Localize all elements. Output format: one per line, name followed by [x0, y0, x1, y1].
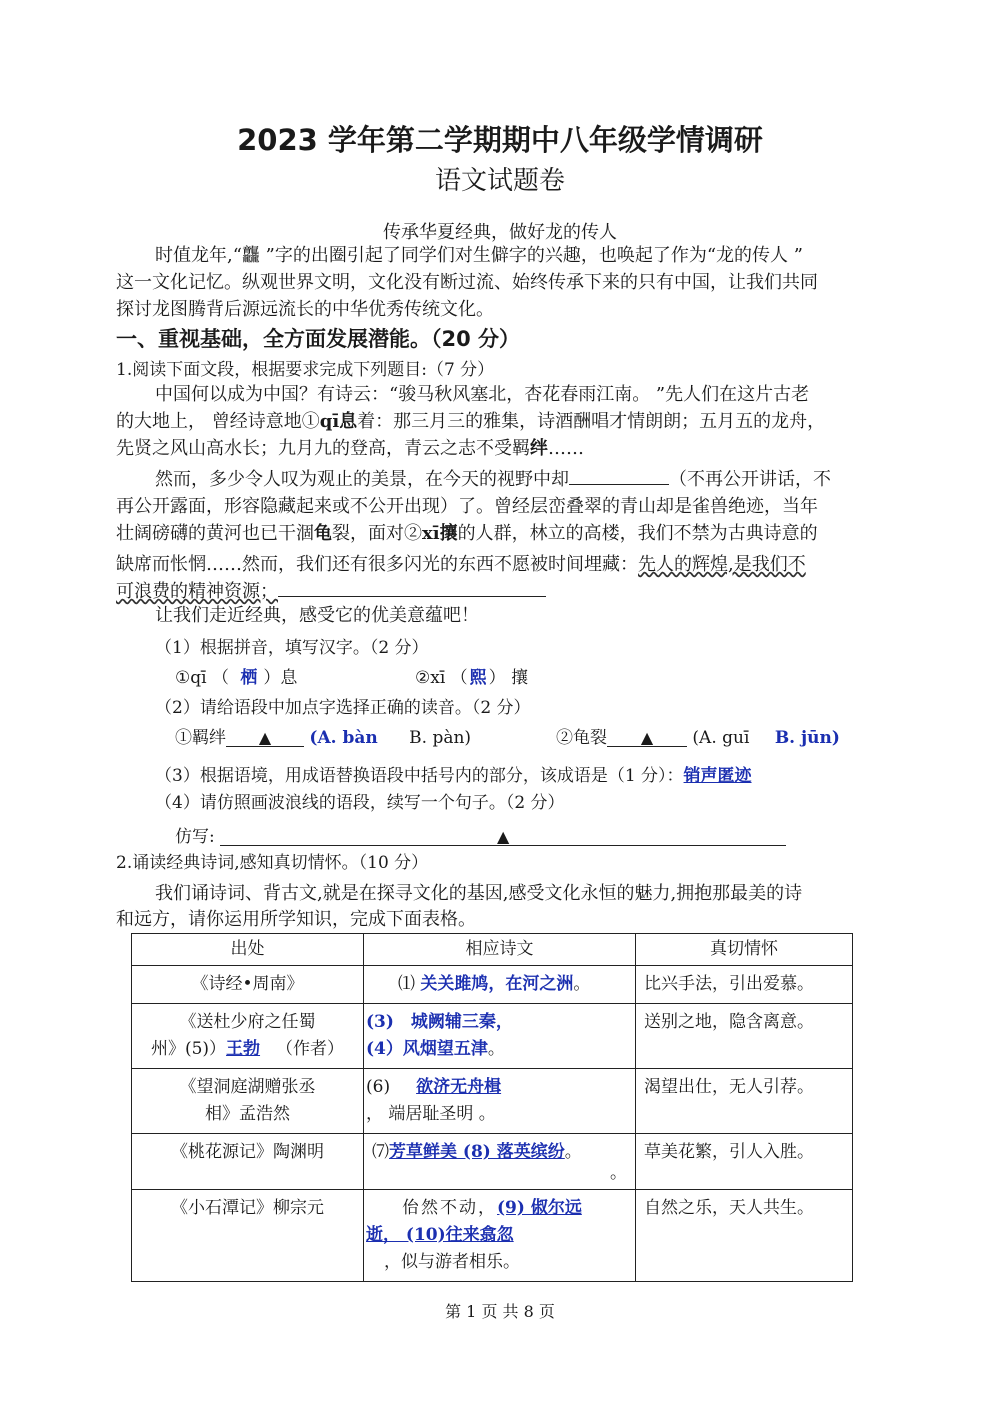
source-cell — [132, 1069, 364, 1134]
verse-cell — [364, 1004, 636, 1069]
q1-sub4-stem: （4）请仿照画波浪线的语段，续写一个句子。（2 分） — [155, 793, 565, 813]
intro-line-1: 时值龙年,“龘 ”字的出圈引起了同学们对生僻字的兴趣，也唤起了作为“龙的传人 ” — [155, 245, 803, 266]
header-feeling: 真切情怀 — [636, 934, 853, 966]
answer-line: ，似与游者相乐。 — [384, 1252, 520, 1272]
q1-p3: 让我们走近经典，感受它的优美意蕴吧！ — [155, 605, 479, 626]
q1-p2-line1 — [155, 466, 831, 493]
table-header-row — [132, 934, 853, 966]
answer-author: 王勃 — [226, 1039, 261, 1059]
q1-sub3 — [155, 761, 766, 786]
verse-cell — [364, 1190, 636, 1282]
answer-xi: 熙 — [469, 668, 487, 688]
answer-blank — [278, 578, 546, 597]
char-rang: 攘 — [439, 523, 458, 544]
section-1-heading: 一、重视基础，全方面发展潜能。（20 分） — [116, 327, 521, 351]
option-b: B. jūn) — [774, 728, 840, 748]
answer-qi: 栖 — [240, 668, 258, 688]
char-xi: 息 — [339, 411, 358, 432]
q1-p2-line2: 再公开露面，形容隐藏起来或不公开出现）了。曾经层峦叠翠的青山却是雀兽绝迹，当年 — [116, 496, 818, 517]
answer: (9) 俶尔远 — [497, 1198, 582, 1218]
q1-sub1-stem: （1）根据拼音，填写汉字。（2 分） — [155, 638, 429, 658]
text: 先贤之风山高水长；九月九的登高，青云之志不受羁 — [116, 438, 530, 459]
table-row — [132, 966, 853, 1004]
feeling-cell: 自然之乐，天人共生。 — [636, 1190, 853, 1282]
label: ①qī （ — [175, 668, 229, 688]
dotted-char-ban: 绊 — [530, 438, 548, 459]
text: （不再公开讲话，不 — [669, 469, 831, 490]
mark: (6) — [366, 1077, 391, 1097]
q2-stem: 2.诵读经典诗词,感知真切情怀。（10 分） — [116, 853, 429, 873]
text: …… — [548, 438, 584, 459]
dotted-char-gui: 龟 — [314, 523, 332, 544]
label: ）息 — [263, 668, 298, 688]
source-cell: 《小石潭记》柳宗元 — [132, 1190, 364, 1282]
table-row — [132, 1134, 853, 1190]
source-line: 相》孟浩然 — [205, 1104, 290, 1124]
pinyin-xi: xī — [422, 523, 440, 544]
label: ①羁绊 — [175, 728, 226, 748]
q1-p2-line4 — [116, 551, 806, 578]
source-line: 《送杜少府之任蜀 — [179, 1012, 316, 1032]
end: 。 — [487, 1039, 505, 1059]
text: 着：那三月三的雅集，诗酒酬唱才情朗朗；五月五的龙舟， — [357, 411, 826, 432]
answer-line — [366, 1036, 627, 1063]
answer: 欲济无舟楫 — [416, 1077, 502, 1097]
q1-stem: 1.阅读下面文段，根据要求完成下列题目:（7 分） — [116, 360, 495, 380]
source-cell — [132, 1004, 364, 1069]
answer: 芳草鲜美 (8) 落英缤纷 — [389, 1142, 565, 1162]
answer: (4）风烟望五津 — [366, 1039, 488, 1059]
intro-line-2: 这一文化记忆。纵观世界文明，文化没有断过流、始终传承下来的只有中国，让我们共同 — [116, 272, 818, 293]
answer-blank — [220, 827, 786, 846]
text: 然而，多少令人叹为观止的美景，在今天的视野中却 — [155, 469, 569, 490]
wavy-text: 先人的辉煌,是我们不 — [638, 554, 806, 575]
q1-p1-line1: 中国何以成为中国？有诗云：“骏马秋风塞北，杏花春雨江南。 ”先人们在这片古老 — [155, 384, 810, 405]
answer-line: 逝， (10)往来翕忽 — [366, 1225, 514, 1245]
text: 裂，面对② — [332, 523, 422, 544]
page-number: 第 1 页 共 8 页 — [445, 1302, 555, 1321]
intro-line-3: 探讨龙图腾背后源远流长的中华优秀传统文化。 — [116, 299, 494, 320]
label: 仿写: — [175, 827, 215, 847]
stem: （3）根据语境，用成语替换语段中括号内的部分，该成语是（1 分）： — [155, 766, 684, 786]
end: 。 — [573, 974, 591, 994]
answer: 关关雎鸠，在河之洲 — [420, 974, 574, 994]
end: 。 — [564, 1142, 582, 1162]
q2-intro-line2: 和远方，请你运用所学知识，完成下面表格。 — [116, 909, 476, 930]
option-a: (A. guī — [692, 728, 750, 748]
feeling-cell: 草美花繁，引人入胜。 — [636, 1134, 853, 1190]
table-row — [132, 1004, 853, 1069]
q1-imitate — [175, 822, 786, 847]
q1-p2-line3 — [116, 520, 818, 547]
wavy-text: 可浪费的精神资源； — [116, 581, 278, 602]
source-cell: 《桃花源记》陶渊明 — [132, 1134, 364, 1190]
q1-p2-line5 — [116, 578, 546, 605]
q1-sub1-a — [175, 663, 297, 688]
label: ②龟裂 — [556, 728, 607, 748]
poem-table — [131, 933, 853, 1282]
verse-cell — [364, 1069, 636, 1134]
verse-cell — [364, 966, 636, 1004]
text: 缺席而怅惘……然而，我们还有很多闪光的东西不愿被时间埋藏： — [116, 554, 638, 575]
triangle-marker: ▲ — [496, 827, 510, 846]
verse-cell — [364, 1134, 636, 1190]
q1-sub1-b — [415, 663, 528, 688]
text: 州》(5)） — [150, 1039, 227, 1059]
mark: ⑴ — [398, 974, 415, 994]
text: 壮阔磅礴的黄河也已干涸 — [116, 523, 314, 544]
q1-sub2-stem: （2）请给语段中加点字选择正确的读音。（2 分） — [155, 698, 531, 718]
mark: ⑺ — [372, 1142, 389, 1162]
pinyin-qi: qī — [319, 411, 340, 432]
label: ②xī （ — [415, 668, 468, 688]
option-b: B. pàn) — [409, 728, 472, 748]
text: 的大地上， 曾经诗意地① — [116, 411, 320, 432]
feeling-cell: 渴望出仕，无人引荐。 — [636, 1069, 853, 1134]
text: 的人群，林立的高楼，我们不禁为古典诗意的 — [457, 523, 818, 544]
page-title: 2023 学年第二学期期中八年级学情调研 — [237, 123, 763, 157]
theme-heading: 传承华夏经典，做好龙的传人 — [383, 222, 617, 243]
feeling-cell: 比兴手法，引出爱慕。 — [636, 966, 853, 1004]
text: （作者） — [276, 1039, 345, 1059]
page-subtitle: 语文试题卷 — [434, 166, 565, 196]
answer-line: ， 端居耻圣明 。 — [366, 1104, 496, 1124]
header-verse: 相应诗文 — [364, 934, 636, 966]
source-line: 《望洞庭湖赠张丞 — [179, 1077, 316, 1097]
answer-blank — [607, 728, 687, 747]
text: 佁然不动， — [402, 1198, 497, 1218]
answer-line: (3) 城阙辅三秦， — [366, 1012, 513, 1032]
answer-line — [366, 1195, 627, 1222]
option-a: (A. bàn — [309, 728, 378, 748]
header-source: 出处 — [132, 934, 364, 966]
source-cell: 《诗经•周南》 — [132, 966, 364, 1004]
source-line — [140, 1036, 355, 1063]
triangle-marker: ▲ — [640, 728, 654, 747]
blank-line — [569, 466, 669, 485]
q1-sub2-b — [556, 723, 840, 748]
q1-p1-line3 — [116, 435, 584, 462]
answer-idiom: 销声匿迹 — [683, 766, 752, 786]
q1-sub2-a — [175, 723, 471, 748]
answer-blank — [226, 728, 304, 747]
label: ） 攘 — [488, 668, 529, 688]
answer-line: 。 — [610, 1163, 627, 1183]
q1-p1-line2 — [116, 408, 825, 435]
feeling-cell: 送别之地，隐含离意。 — [636, 1004, 853, 1069]
q2-intro-line1: 我们诵诗词、背古文,就是在探寻文化的基因,感受文化永恒的魅力,拥抱那最美的诗 — [155, 883, 803, 904]
answer-line — [372, 1139, 627, 1166]
table-row — [132, 1190, 853, 1282]
table-row — [132, 1069, 853, 1134]
answer-line — [366, 1074, 627, 1101]
triangle-marker: ▲ — [258, 728, 272, 747]
